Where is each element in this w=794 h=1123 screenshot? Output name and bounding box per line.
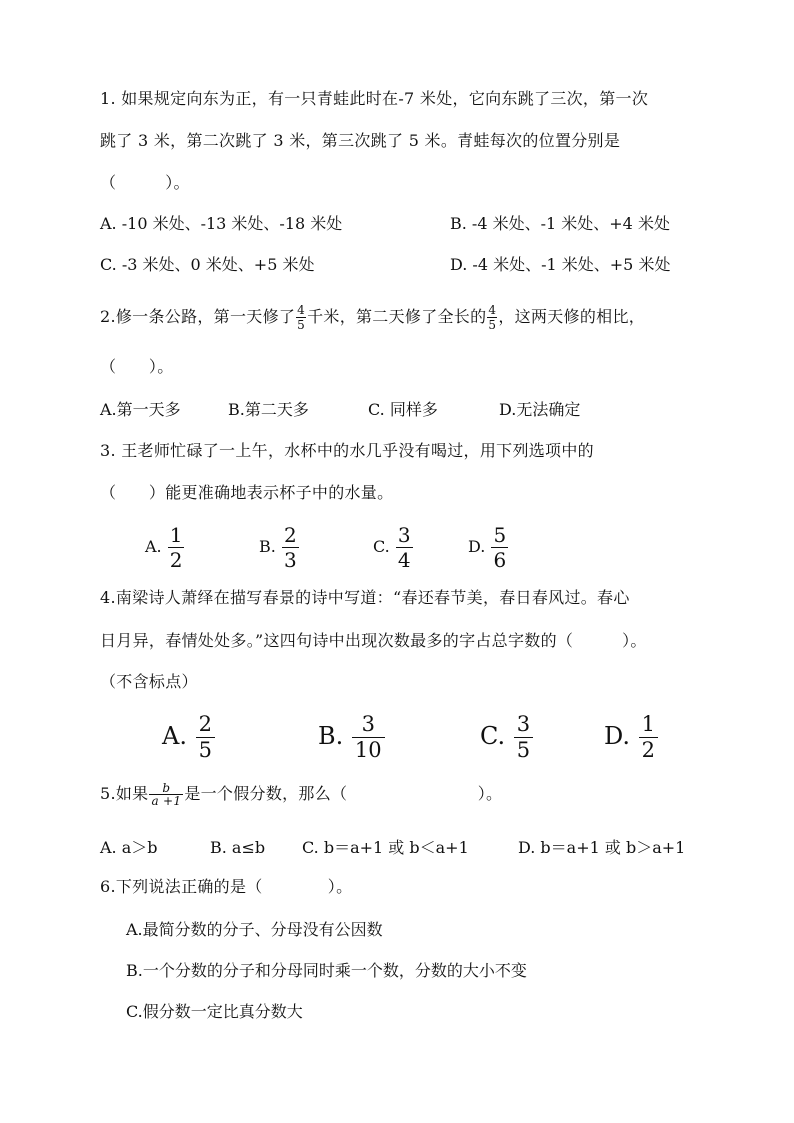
q3-option-c xyxy=(373,522,414,572)
q5-text-part2: 是一个假分数，那么（ ）。 xyxy=(184,784,503,803)
q2-option-d: D.无法确定 xyxy=(499,400,581,419)
q4-option-a-fraction xyxy=(196,712,215,763)
q5-option-c: C. b＝a+1 或 b＜a+1 xyxy=(302,838,469,857)
q5-option-d: D. b＝a+1 或 b＞a+1 xyxy=(518,838,686,857)
q4-option-d xyxy=(604,708,659,764)
q3-option-d-den: 6 xyxy=(493,548,507,572)
q4-option-a-label: A. xyxy=(162,722,187,750)
q3-option-a-den: 2 xyxy=(169,548,183,572)
q5-fraction xyxy=(149,782,183,807)
q2-fraction-2 xyxy=(487,303,497,332)
q3-option-b-den: 3 xyxy=(283,548,297,572)
q1-line1: 1. 如果规定向东为正，有一只青蛙此时在-7 米处，它向东跳了三次，第一次 xyxy=(100,89,649,108)
q2-text-part3: ，这两天修的相比， xyxy=(498,307,646,326)
q4-option-d-label: D. xyxy=(604,722,631,750)
q3-line2: （ ）能更准确地表示杯子中的水量。 xyxy=(100,483,394,502)
q2-line1 xyxy=(100,298,645,336)
q3-option-a-label: A. xyxy=(145,537,162,556)
q1-option-a: A. -10 米处、-13 米处、-18 米处 xyxy=(100,214,343,233)
q2-fraction-1 xyxy=(296,303,306,332)
q4-option-b-den: 10 xyxy=(354,738,382,762)
q1-option-c: C. -3 米处、0 米处、+5 米处 xyxy=(100,255,315,274)
q2-option-b: B.第二天多 xyxy=(228,400,309,419)
q3-option-d-label: D. xyxy=(468,537,486,556)
q5-line1 xyxy=(100,776,502,812)
q5-option-a: A. a＞b xyxy=(100,838,158,857)
q4-option-a xyxy=(162,708,216,764)
q4-option-c-fraction xyxy=(514,712,533,763)
q3-option-b xyxy=(259,522,300,572)
q2-fraction-2-num: 4 xyxy=(488,303,497,317)
q4-option-c-label: C. xyxy=(480,722,506,750)
q1-option-d: D. -4 米处、-1 米处、+5 米处 xyxy=(450,255,671,274)
q2-fraction-1-num: 4 xyxy=(297,303,306,317)
q3-option-b-num: 2 xyxy=(283,523,297,547)
q3-option-b-label: B. xyxy=(259,537,276,556)
q3-option-a-fraction xyxy=(168,523,185,572)
q6-line1: 6.下列说法正确的是（ ）。 xyxy=(100,877,353,896)
q4-line3: （不含标点） xyxy=(100,672,198,691)
q3-option-d-fraction xyxy=(491,523,508,572)
q5-fraction-num: b xyxy=(149,782,183,795)
q3-option-c-den: 4 xyxy=(397,548,411,572)
q4-option-b-num: 3 xyxy=(352,712,385,738)
q4-option-a-num: 2 xyxy=(196,712,215,738)
q1-line2: 跳了 3 米，第二次跳了 3 米，第三次跳了 5 米。青蛙每次的位置分别是 xyxy=(100,131,621,150)
q4-option-d-den: 2 xyxy=(641,738,656,762)
q2-fraction-2-den: 5 xyxy=(488,318,497,332)
q4-option-d-fraction xyxy=(639,712,658,763)
q3-option-d-num: 5 xyxy=(493,523,507,547)
q6-option-b: B.一个分数的分子和分母同时乘一个数，分数的大小不变 xyxy=(126,961,527,980)
q5-option-b: B. a≤b xyxy=(210,838,266,857)
q3-option-c-label: C. xyxy=(373,537,390,556)
q4-option-c-den: 5 xyxy=(516,738,531,762)
q4-line2: 日月异，春情处处多。”这四句诗中出现次数最多的字占总字数的（ ）。 xyxy=(100,631,647,650)
q4-option-c-num: 3 xyxy=(514,712,533,738)
q2-text-part2: 千米，第二天修了全长的 xyxy=(307,307,487,326)
q4-option-c xyxy=(480,708,534,764)
q4-option-b-label: B. xyxy=(318,722,344,750)
q3-line1: 3. 王老师忙碌了一上午，水杯中的水几乎没有喝过，用下列选项中的 xyxy=(100,441,594,460)
q6-option-c: C.假分数一定比真分数大 xyxy=(126,1002,303,1021)
q4-option-a-den: 5 xyxy=(198,738,212,762)
q4-option-b xyxy=(318,708,386,764)
q3-option-d xyxy=(468,522,509,572)
q3-option-a-num: 1 xyxy=(169,523,183,547)
q5-fraction-den: a +1 xyxy=(151,794,182,808)
q4-option-d-num: 1 xyxy=(639,712,658,738)
q2-option-a: A.第一天多 xyxy=(100,400,181,419)
q6-option-a: A.最简分数的分子、分母没有公因数 xyxy=(126,920,383,939)
q2-fraction-1-den: 5 xyxy=(297,318,306,332)
q1-option-b: B. -4 米处、-1 米处、+4 米处 xyxy=(450,214,670,233)
q3-option-c-num: 3 xyxy=(397,523,411,547)
q3-option-a xyxy=(145,522,185,572)
q2-option-c: C. 同样多 xyxy=(368,400,438,419)
q2-line2: （ ）。 xyxy=(100,357,174,376)
q3-option-c-fraction xyxy=(396,523,413,572)
q3-option-b-fraction xyxy=(282,523,299,572)
q2-text-part1: 2.修一条公路，第一天修了 xyxy=(100,307,296,326)
q5-text-part1: 5.如果 xyxy=(100,784,149,803)
q4-line1: 4.南梁诗人萧绎在描写春景的诗中写道：“春还春节美，春日春风过。春心 xyxy=(100,588,630,607)
q4-option-b-fraction xyxy=(352,712,385,763)
q1-line3: （ ）。 xyxy=(100,173,190,192)
